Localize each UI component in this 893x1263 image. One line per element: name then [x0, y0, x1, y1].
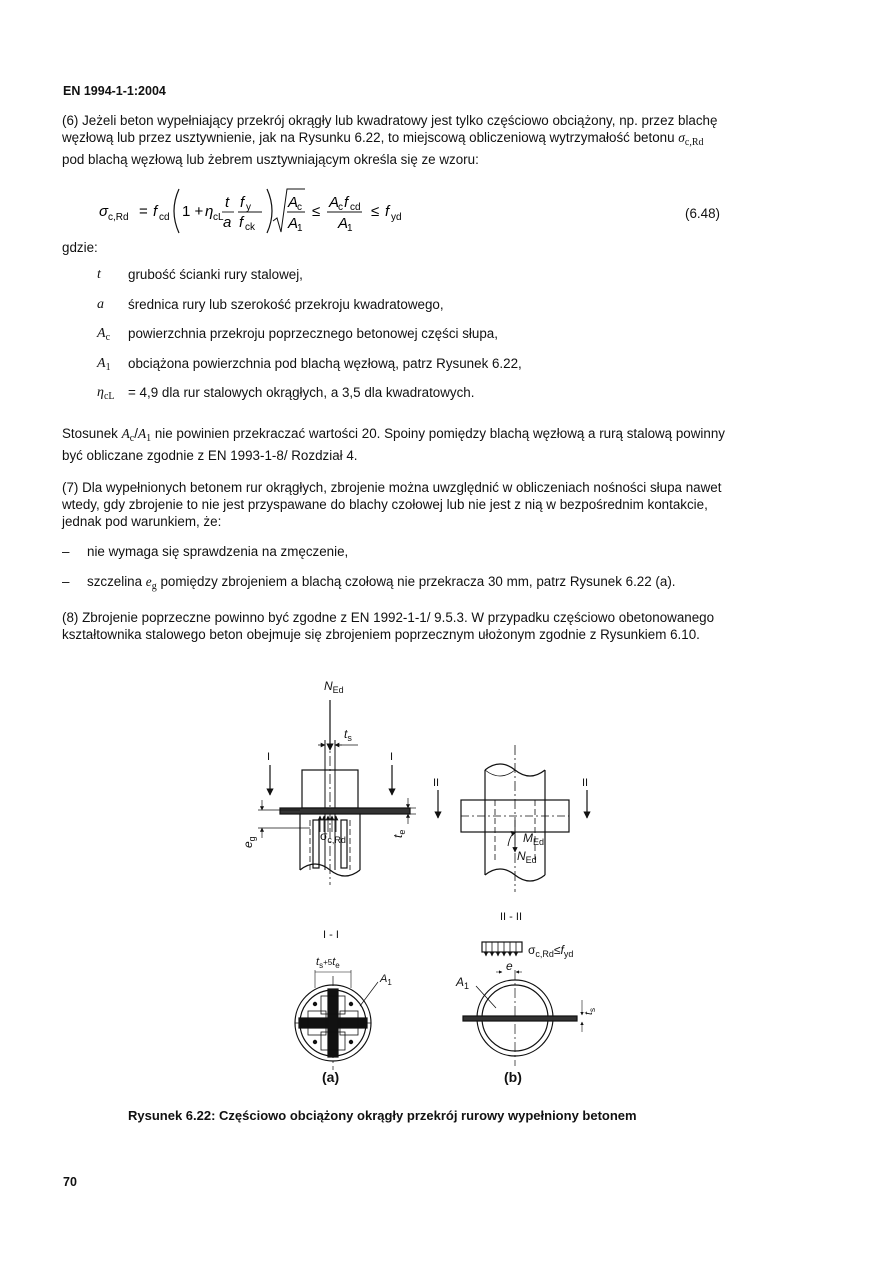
formula-fy-sub: y [246, 202, 251, 213]
para6-line1: (6) Jeżeli beton wypełniający przekrój okrągły lub kwadratowy jest tylko częściowo obciążony, np. przez blachę [62, 113, 718, 128]
figure-caption: Rysunek 6.22: Częściowo obciążony okrągły przekrój rurowy wypełniony betonem [128, 1108, 637, 1123]
formula-fy: f [240, 194, 245, 211]
formula-t: t [225, 194, 230, 211]
label-a1-right: A [456, 975, 465, 989]
formula-eta: η [205, 203, 214, 220]
label-a1-left-sub: 1 [387, 978, 392, 987]
formula-fcd2: f [344, 194, 349, 211]
formula-cd: cd [159, 212, 170, 223]
formula-fck-sub: ck [245, 222, 255, 233]
label-cond-le: ≤ [553, 943, 561, 957]
formula-a1-sub: 1 [297, 223, 303, 234]
label-e: e [506, 959, 513, 973]
label-ts5te-mid: +5 [323, 958, 333, 967]
label-section1: I - I [323, 929, 339, 941]
svg-text:A1 [455, 975, 469, 991]
formula-a1b: A [338, 215, 349, 232]
formula-a1b-sub: 1 [347, 223, 353, 234]
label-section2: II - II [500, 911, 522, 923]
para8-line1: (8) Zbrojenie poprzeczne powinno być zgodne z EN 1992-1-1/ 9.5.3. W przypadku częściowo obetonowanego [62, 610, 715, 625]
formula-number: (6.48) [685, 206, 720, 221]
formula-a: a [223, 214, 232, 231]
figure-6-22 [220, 670, 620, 1100]
where-label: gdzie: [62, 240, 98, 255]
definitions-list: t grubość ścianki rury stalowej, a średnica rury lub szerokość przekroju kwadratowego, $A_c$ powierzchnia przekroju poprzecznego betonowej części słupa, $A_1$ obciążona powierzchnia pod blachą węzłową, patrz Rysunek 6.22, $\eta_{cL}$ = 4,9 dla rur stalowych okrągłych, a 3,5 dla kwadratowych. [97, 267, 522, 402]
label-te: t [391, 834, 405, 838]
para7-line3: jednak pod warunkiem, że: [62, 514, 222, 529]
section-i-i [295, 970, 378, 1070]
label-ts: t [344, 727, 348, 741]
svg-text:A1 [379, 973, 392, 987]
formula-fyd-sub: yd [391, 212, 402, 223]
svg-text:σc,Rd [320, 829, 346, 845]
para7-line2: wtedy, gdy zbrojenie to nie jest przyspawane do blachy czołowej lub nie jest z nią w bezpośrednim kontakcie, [62, 497, 708, 512]
label-ts5te-t2: t [332, 956, 336, 968]
formula-ac-sub: c [297, 202, 302, 213]
standard-header: EN 1994-1-1:2004 [63, 84, 166, 98]
label-ned-sub: Ed [332, 685, 344, 695]
formula-ac: A [288, 194, 299, 211]
svg-text:eg [241, 836, 257, 848]
label-cut2-left: II [433, 777, 440, 789]
ratio-paragraph [62, 425, 772, 464]
label-cut2-right: II [582, 777, 589, 789]
label-ts-right: t [583, 1011, 595, 1015]
label-cond-sigma: σ [528, 943, 536, 957]
svg-text:MEd [523, 831, 544, 847]
label-b: (b) [504, 1069, 522, 1085]
label-cond-sigma-sub: c,Rd [535, 949, 554, 959]
label-cut1-left: I [267, 751, 271, 763]
formula-fcd2-sub: cd [350, 202, 361, 213]
label-ts5te-e: e [335, 961, 340, 970]
svg-text:ts [583, 1008, 597, 1015]
svg-text:te [391, 830, 407, 838]
label-ts-right-sub: s [588, 1007, 597, 1012]
svg-text:ts [344, 727, 352, 743]
formula-eq: = [139, 203, 148, 220]
label-cond-f: f [560, 943, 564, 957]
ratio-line2: być obliczane zgodnie z EN 1993-1-8/ Rozdział 4. [62, 448, 358, 463]
label-a: (a) [322, 1069, 340, 1085]
formula-le1: ≤ [312, 203, 321, 220]
label-a1-right-sub: 1 [464, 981, 470, 991]
label-a1-left: A [380, 973, 388, 985]
para7-line1: (7) Dla wypełnionych betonem rur okrągłych, zbrojenie można uwzględnić w obliczeniach nośności słupa nawet [62, 480, 722, 495]
label-cond-f-sub: yd [563, 949, 574, 959]
right-elevation [438, 745, 587, 892]
formula-lhs: σ [99, 203, 109, 220]
formula-ac2-sub: c [338, 202, 343, 213]
label-ned2-sub: Ed [525, 855, 537, 865]
section-ii-ii [463, 942, 582, 1066]
formula-6-48 [95, 185, 415, 237]
para8-line2: kształtownika stalowego beton obejmuje się zbrojeniem poprzecznym ułożonym zgodnie z Rysunkiem 6.10. [62, 627, 700, 642]
page-number: 70 [63, 1175, 77, 1189]
label-sigma: σ [320, 829, 328, 843]
formula-a1: A [288, 215, 299, 232]
svg-text:ts+5te [316, 956, 340, 970]
formula-ac2: A [329, 194, 340, 211]
label-eg: e [241, 841, 255, 848]
svg-text:NEd [324, 679, 344, 695]
para6-line3: pod blachą węzłową lub żebrem usztywniającym określa się ze wzoru: [62, 152, 479, 167]
label-ned: N [324, 679, 333, 693]
formula-le2: ≤ [371, 203, 380, 220]
formula-f: f [153, 203, 158, 220]
label-te-sub: e [397, 829, 407, 835]
formula-fyd: f [385, 203, 390, 220]
formula-cl: cL [213, 212, 224, 223]
label-ts5te-t1: t [316, 956, 320, 968]
label-sigma-sub: c,Rd [327, 835, 346, 845]
formula-lhs-sub: c,Rd [108, 212, 129, 223]
label-med: M [523, 831, 533, 845]
bullet-list: – nie wymaga się sprawdzenia na zmęczenie, – szczelina $e_g$ pomiędzy zbrojeniem a blachą czołową nie przekracza 30 mm, patrz Rysunek 6.22 (a). [62, 544, 676, 592]
svg-text:NEd [517, 849, 537, 865]
left-elevation [258, 700, 416, 885]
label-med-sub: Ed [533, 837, 545, 847]
paragraph-7 [62, 479, 772, 530]
para6-line2: węzłową lub przez usztywnienie, jak na Rysunku 6.22, to miejscową obliczeniową wytrzymałość betonu $\sigma_{c,Rd}$ [62, 130, 704, 148]
label-ts5te-s: s [319, 961, 324, 970]
label-ts-sub: s [347, 733, 352, 743]
ratio-line1: Stosunek $A_c/A_1$ nie powinien przekraczać wartości 20. Spoiny pomiędzy blachą węzłową a rurą stalową powinny [62, 426, 725, 444]
svg-text:σc,Rd≤fyd [528, 943, 573, 959]
formula-one-plus: 1 + [182, 203, 204, 220]
label-ned2: N [517, 849, 526, 863]
label-cut1-right: I [390, 751, 394, 763]
formula-fck: f [239, 214, 244, 231]
paragraph-8 [62, 609, 772, 643]
label-eg-sub: g [247, 836, 257, 842]
paragraph-6 [62, 112, 772, 168]
